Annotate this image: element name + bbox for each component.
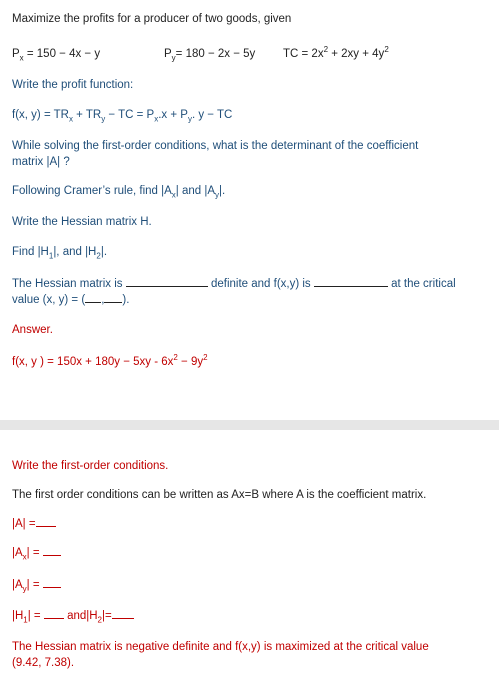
problem-title: Maximize the profits for a producer of two goods, given <box>12 13 292 25</box>
conclusion-line2: (9.42, 7.38). <box>12 657 75 669</box>
question-cramers-rule: Following Cramer’s rule, find $|A_x|$ and $|A_y|$. <box>12 185 226 200</box>
blank-definiteness <box>126 286 208 287</box>
profit-function-formula: f(x, $y) = TR_x + TR_y$ − TC = $P_x.x + P_y$. y − TC <box>12 109 233 124</box>
conclusion-line1: The Hessian matrix is negative definite and f(x,y) is maximized at the critical value <box>12 641 429 653</box>
section-separator <box>0 420 499 430</box>
question-determinant-line2: matrix |A| ? <box>12 156 70 168</box>
question-hessian-definiteness-line1: The Hessian matrix is definite and f(x,y) is at the critical <box>12 278 456 290</box>
price-y-equation: $P_y= 180 - 2x - 5y$ <box>164 48 256 63</box>
blank-det-ay <box>43 587 61 588</box>
blank-det-a <box>36 526 56 527</box>
hessian-determinants-line: $|H_1| = and|H_2|=$ <box>12 609 134 623</box>
question-hessian-matrix: Write the Hessian matrix H. <box>12 216 152 228</box>
blank-y-value <box>104 302 122 303</box>
price-x-equation: $P_x = 150 - 4x - y$ <box>12 48 101 63</box>
blank-h1 <box>44 618 64 619</box>
blank-max-min <box>314 286 388 287</box>
blank-x-value <box>85 302 101 303</box>
answer-label: Answer. <box>12 324 53 336</box>
blank-h2 <box>112 618 134 619</box>
question-first-order-conditions: Write the first-order conditions. <box>12 460 169 472</box>
det-ay-line: $|A_y|$ = <box>12 578 61 592</box>
det-ax-line: $|A_x|$ = <box>12 546 61 560</box>
question-hessian-determinants: Find $|H_1|$, and $|H_2|$. <box>12 246 108 261</box>
question-determinant-line1: While solving the first-order conditions, what is the determinant of the coefficient <box>12 140 419 152</box>
question-profit-function: Write the profit function: <box>12 79 134 91</box>
blank-det-ax <box>43 555 61 556</box>
det-a-line: |A| = <box>12 517 56 531</box>
total-cost-equation: TC = $2x^2 + 2xy + 4y^2$ <box>283 45 389 60</box>
first-order-conditions-description: The first order conditions can be written as Ax=B where A is the coefficient matrix. <box>12 489 427 501</box>
question-hessian-definiteness-line2: value (x, y) = ( , ). <box>12 294 130 306</box>
answer-profit-function: f(x, y ) = $150x + 180y - 5xy - 6x^2 - 9y^2$ <box>12 353 208 368</box>
